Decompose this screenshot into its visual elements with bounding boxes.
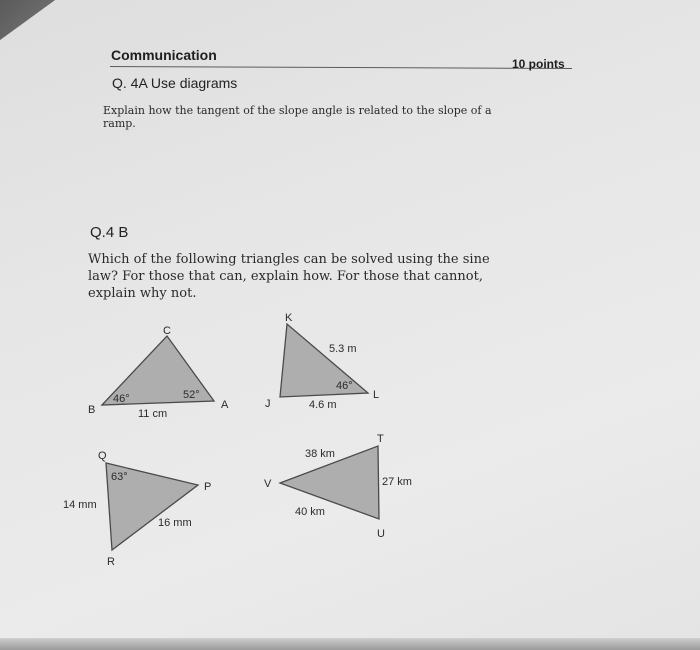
angle-b-label: 46° xyxy=(113,393,130,405)
points-label: 10 points xyxy=(512,57,565,71)
triangle-abc xyxy=(88,325,229,420)
vertex-r-label: R xyxy=(107,556,115,568)
question-4a-title: Q. 4A Use diagrams xyxy=(112,75,238,91)
vertex-v-label: V xyxy=(264,478,272,490)
question-4b-title: Q.4 B xyxy=(90,224,129,241)
section-title: Communication xyxy=(111,47,217,63)
side-qr-label: 14 mm xyxy=(63,499,97,511)
vertex-l-label: L xyxy=(373,389,380,401)
question-4b-prompt: Which of the following triangles can be solved using the sine law? For those that can, explain how. For those that cannot, explain why not. xyxy=(88,252,490,301)
vertex-b-label: B xyxy=(88,404,96,416)
side-ba-label: 11 cm xyxy=(138,408,168,420)
vertex-c-label: C xyxy=(163,325,171,337)
vertex-k-label: K xyxy=(285,312,293,324)
side-rp-label: 16 mm xyxy=(158,517,192,529)
vertex-u-label: U xyxy=(377,528,385,540)
angle-l-label: 46° xyxy=(336,380,353,392)
side-vu-label: 40 km xyxy=(295,506,325,518)
vertex-a-label: A xyxy=(221,399,229,411)
vertex-t-label: T xyxy=(377,433,384,445)
triangle-jkl xyxy=(265,312,379,411)
triangle-tuv xyxy=(264,433,412,540)
side-tu-label: 27 km xyxy=(382,476,412,488)
side-kl-label: 5.3 m xyxy=(329,343,357,355)
vertex-p-label: P xyxy=(204,481,212,493)
vertex-j-label: J xyxy=(265,398,271,410)
angle-a-label: 52° xyxy=(183,389,200,401)
angle-q-label: 63° xyxy=(111,471,128,483)
vertex-q-label: Q xyxy=(98,450,107,462)
side-vt-label: 38 km xyxy=(305,448,335,460)
question-4a-prompt: Explain how the tangent of the slope angle is related to the slope of a ramp. xyxy=(103,104,492,130)
triangle-pqr xyxy=(63,450,211,568)
side-jl-label: 4.6 m xyxy=(309,399,337,411)
triangle-jkl-shape xyxy=(280,324,368,397)
